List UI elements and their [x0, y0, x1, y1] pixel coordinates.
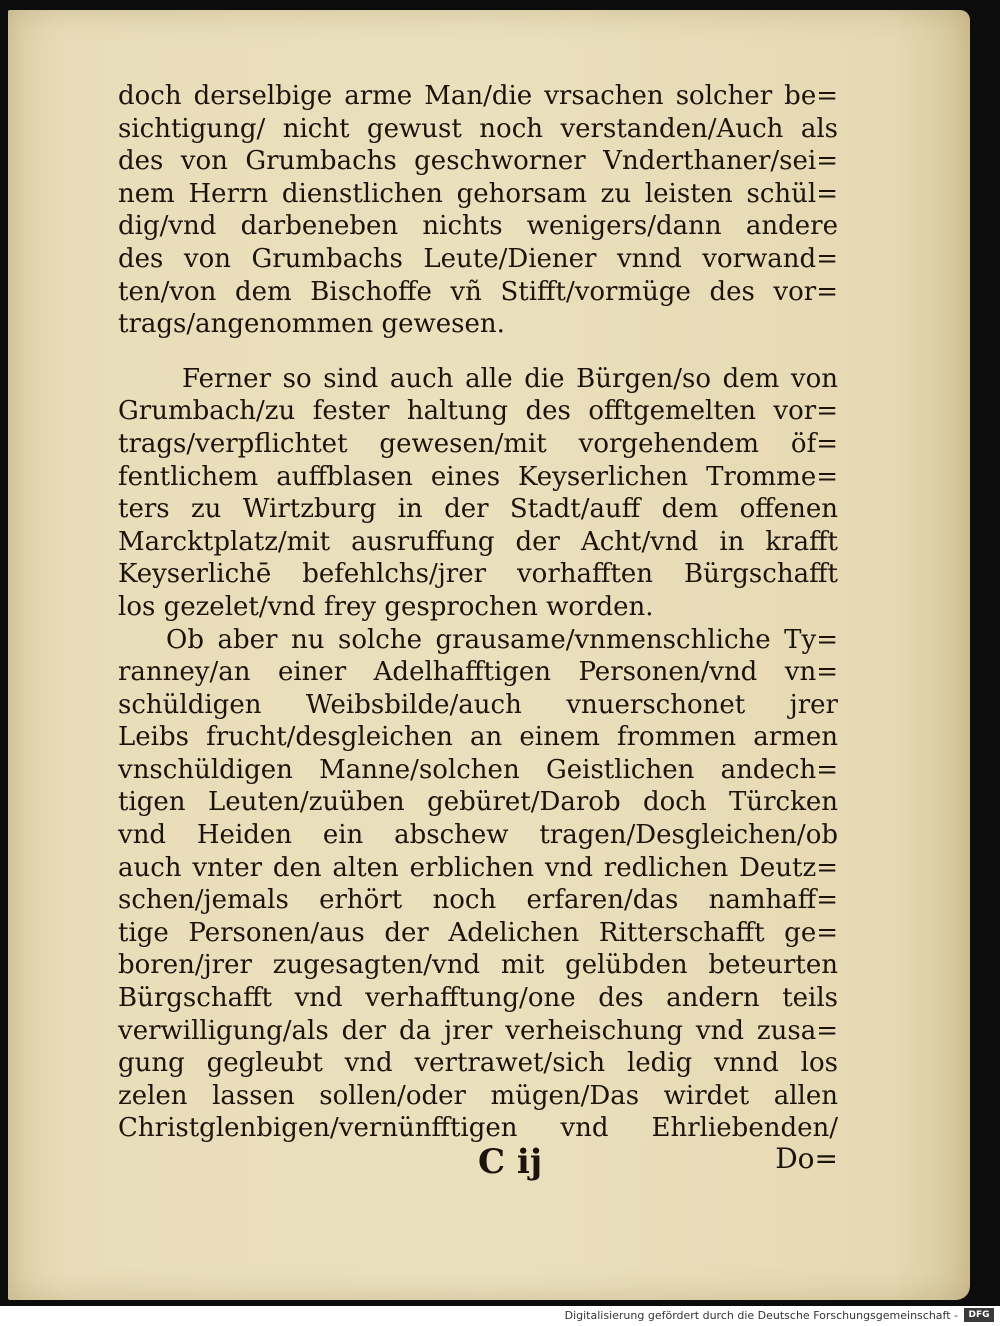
- text-line: schen/jemals erhört noch erfaren/das namhaff=: [118, 885, 838, 916]
- text-line: nem Herrn dienstlichen gehorsam zu leisten schül=: [118, 178, 838, 209]
- text-line: Marcktplatz/mit ausruffung der Acht/vnd in krafft: [118, 526, 838, 557]
- text-line: vnschüldigen Manne/solchen Geistlichen andech=: [118, 754, 838, 785]
- text-line: Ferner so sind auch alle die Bürgen/so dem von: [182, 363, 838, 394]
- text-line: Bürgschafft vnd verhafftung/one des andern teils: [118, 983, 838, 1014]
- digitization-credit: Digitalisierung gefördert durch die Deutsche Forschungsgemeinschaft -: [564, 1309, 958, 1322]
- paragraph-2: [118, 363, 838, 624]
- text-line: Grumbach/zu fester haltung des offtgemelten vor=: [118, 396, 838, 427]
- text-line: trags/angenommen gewesen.: [118, 309, 505, 340]
- text-line: trags/verpflichtet gewesen/mit vorgehendem öf=: [118, 428, 838, 459]
- text-line: ters zu Wirtzburg in der Stadt/auff dem offenen: [118, 494, 838, 525]
- catchword: Do=: [775, 1142, 838, 1175]
- text-line: verwilligung/als der da jrer verheischung vnd zusa=: [118, 1015, 838, 1046]
- text-line: Keyserlichē befehlchs/jrer vorhafften Bürgschafft: [118, 559, 838, 590]
- paragraph-3: [118, 624, 838, 1146]
- text-line: dig/vnd darbeneben nichts wenigers/dann andere: [118, 211, 838, 242]
- page-text: [118, 80, 838, 1145]
- text-line: ranney/an einer Adelhafftigen Personen/vnd vn=: [118, 657, 838, 688]
- text-line: Leibs frucht/desgleichen an einem frommen armen: [118, 722, 838, 753]
- signature-mark: C ij: [478, 1142, 543, 1182]
- text-line: gung gegleubt vnd vertrawet/sich ledig vnnd los: [118, 1048, 838, 1079]
- text-line: des von Grumbachs Leute/Diener vnnd vorwand=: [118, 243, 838, 274]
- book-page: [8, 10, 970, 1300]
- text-line: sichtigung/ nicht gewust noch verstanden/Auch als: [118, 113, 838, 144]
- text-line: des von Grumbachs geschworner Vnderthaner/sei=: [118, 146, 838, 177]
- dfg-logo-icon: DFG: [964, 1308, 994, 1322]
- text-line: Christglenbigen/vernünfftigen vnd Ehrliebenden/: [118, 1113, 838, 1144]
- text-line: tigen Leuten/zuüben gebüret/Darob doch Türcken: [118, 787, 838, 818]
- text-line: auch vnter den alten erblichen vnd redlichen Deutz=: [118, 852, 838, 883]
- text-line: doch derselbige arme Man/die vrsachen solcher be=: [118, 81, 838, 111]
- page-footer: [118, 1142, 838, 1182]
- text-line: schüldigen Weibsbilde/auch vnuerschonet jrer: [118, 689, 838, 720]
- text-line: los gezelet/vnd frey gesprochen worden.: [118, 591, 654, 622]
- paragraph-1: [118, 80, 838, 341]
- text-line: zelen lassen sollen/oder mügen/Das wirdet allen: [118, 1080, 838, 1111]
- text-line: tige Personen/aus der Adelichen Ritterschafft ge=: [118, 917, 838, 948]
- text-line: fentlichem auffblasen eines Keyserlichen Tromme=: [118, 461, 838, 492]
- text-line: vnd Heiden ein abschew tragen/Desgleichen/ob: [118, 820, 838, 851]
- text-line: Ob aber nu solche grausame/vnmenschliche Ty=: [166, 624, 838, 655]
- text-line: ten/von dem Bischoffe vñ Stifft/vormüge des vor=: [118, 276, 838, 307]
- text-line: boren/jrer zugesagten/vnd mit gelübden beteurten: [118, 950, 838, 981]
